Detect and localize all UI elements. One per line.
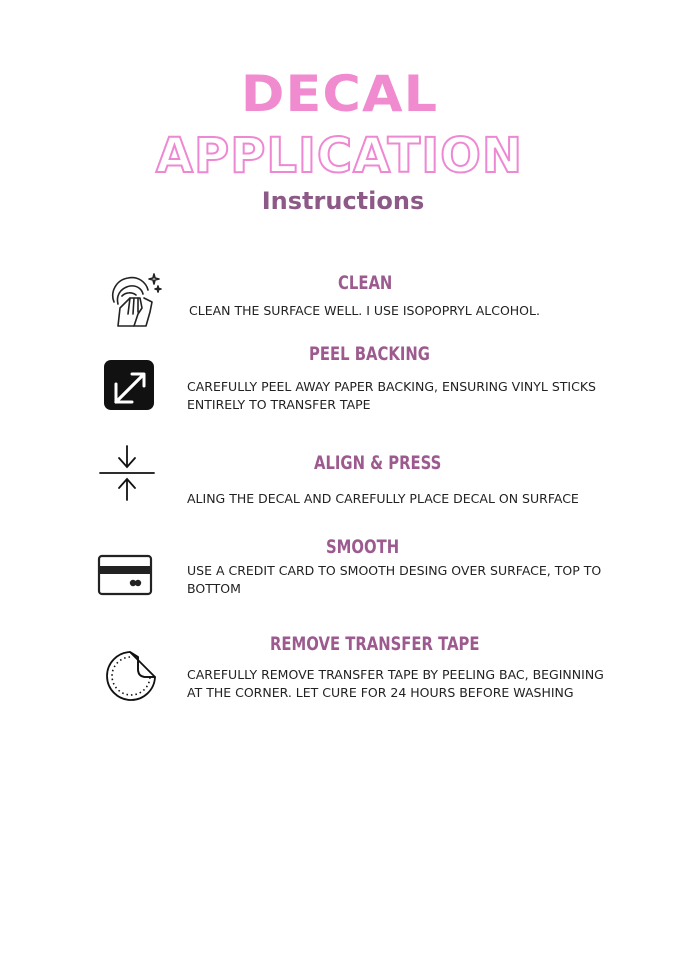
step-heading: CLEAN — [338, 272, 393, 294]
step-text: ALING THE DECAL AND CAREFULLY PLACE DECAL ON SURFACE — [187, 491, 579, 506]
peeling-sticker-icon — [104, 649, 158, 703]
step-heading: REMOVE TRANSFER TAPE — [270, 633, 480, 655]
step-text: USE A CREDIT CARD TO SMOOTH DESING OVER SURFACE, TOP TO BOTTOM — [187, 563, 602, 596]
title-instructions: Instructions — [261, 187, 425, 215]
credit-card-icon — [97, 553, 153, 597]
title-decal: DECAL — [240, 65, 439, 123]
step-heading: PEEL BACKING — [309, 343, 430, 365]
step-text: CAREFULLY PEEL AWAY PAPER BACKING, ENSURING VINYL STICKS ENTIRELY TO TRANSFER TAPE — [187, 379, 596, 412]
step-heading: SMOOTH — [326, 536, 400, 558]
step-text: CLEAN THE SURFACE WELL. I USE ISOPOPRYL ALCOHOL. — [189, 303, 540, 318]
peel-arrow-icon — [102, 358, 156, 412]
wipe-hands-icon — [108, 268, 164, 330]
title-application: APPLICATION — [155, 128, 524, 184]
step-heading: ALIGN & PRESS — [314, 452, 442, 474]
step-text: CAREFULLY REMOVE TRANSFER TAPE BY PEELING BAC, BEGINNING AT THE CORNER. LET CURE FOR 24 HOURS BEFORE WASHING — [187, 667, 604, 700]
compress-arrows-icon — [98, 444, 156, 502]
